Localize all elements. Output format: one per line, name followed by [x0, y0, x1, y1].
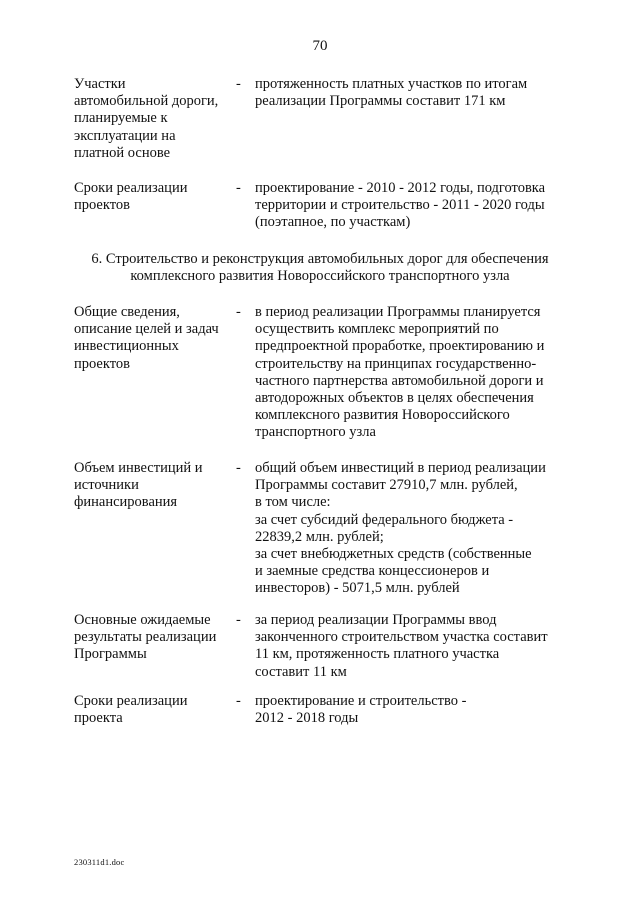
label-line: Участки [74, 76, 126, 92]
row-label [74, 612, 234, 664]
content-line: проектирование - 2010 - 2012 годы, подготовка [255, 180, 546, 196]
row-content [255, 693, 575, 727]
label-line: проектов [74, 355, 130, 372]
row-content [255, 612, 575, 681]
heading-line: 6. Строительство и реконструкция автомобильных дорог для обеспечения [91, 251, 549, 267]
row-label [74, 304, 234, 373]
content-line: за счет внебюджетных средств (собственные [255, 546, 532, 563]
content-line: общий объем инвестиций в период реализации [255, 460, 546, 476]
content-line: транспортного узла [255, 424, 376, 441]
heading-line: комплексного развития Новороссийского транспортного узла [130, 268, 510, 285]
row-label [74, 180, 234, 214]
label-line: Объем инвестиций и [74, 460, 203, 476]
label-line: Программы [74, 646, 147, 663]
section-heading [60, 251, 580, 285]
content-line: проектирование и строительство - [255, 693, 467, 709]
label-line: описание целей и задач [74, 321, 219, 338]
row-content [255, 304, 575, 442]
content-line: территории и строительство - 2011 - 2020 годы [255, 197, 545, 214]
label-line: Сроки реализации [74, 693, 188, 709]
content-line: (поэтапное, по участкам) [255, 214, 411, 231]
content-line: законченного строительством участка составит [255, 629, 548, 646]
content-line: 2012 - 2018 годы [255, 710, 359, 727]
row-label [74, 76, 234, 162]
label-line: автомобильной дороги, [74, 93, 219, 110]
label-line: Сроки реализации [74, 180, 188, 196]
row-content [255, 76, 575, 110]
row-dash: - [236, 693, 241, 709]
content-line: 22839,2 млн. рублей; [255, 528, 384, 545]
footer-file-code: 230311d1.doc [74, 857, 125, 867]
content-line: комплексного развития Новороссийского [255, 407, 510, 424]
row-label [74, 460, 234, 512]
label-line: результаты реализации [74, 629, 217, 646]
label-line: Общие сведения, [74, 304, 180, 320]
label-line: эксплуатации на [74, 127, 176, 144]
label-line: планируемые к [74, 110, 168, 127]
content-line: инвесторов) - 5071,5 млн. рублей [255, 580, 460, 597]
content-line: строительству на принципах государственно- [255, 355, 537, 372]
row-content [255, 180, 575, 232]
content-line: в период реализации Программы планируется [255, 304, 541, 320]
label-line: проектов [74, 197, 130, 214]
content-line: автодорожных объектов в целях обеспечения [255, 390, 534, 407]
label-line: проекта [74, 710, 123, 727]
content-line: протяженность платных участков по итогам [255, 76, 528, 92]
content-line: и заемные средства концессионеров и [255, 563, 490, 580]
row-dash: - [236, 180, 241, 196]
content-line: предпроектной проработке, проектированию и [255, 338, 545, 355]
label-line: инвестиционных [74, 338, 179, 355]
content-line: за счет субсидий федерального бюджета - [255, 511, 514, 528]
content-line: осуществить комплекс мероприятий по [255, 321, 499, 338]
content-line: за период реализации Программы ввод [255, 612, 497, 628]
row-dash: - [236, 76, 241, 92]
row-dash: - [236, 612, 241, 628]
content-line: частного партнерства автомобильной дороги и [255, 372, 544, 389]
content-line: Программы составит 27910,7 млн. рублей, [255, 477, 518, 494]
content-line: реализации Программы составит 171 км [255, 93, 506, 110]
label-line: финансирования [74, 494, 178, 511]
content-line: 11 км, протяженность платного участка [255, 646, 500, 663]
row-dash: - [236, 304, 241, 320]
label-line: Основные ожидаемые [74, 612, 211, 628]
page-number: 70 [312, 38, 328, 54]
label-line: платной основе [74, 144, 171, 161]
row-label [74, 693, 234, 727]
content-line: составит 11 км [255, 663, 347, 680]
row-content [255, 460, 575, 598]
label-line: источники [74, 477, 139, 494]
content-line: в том числе: [255, 494, 331, 511]
row-dash: - [236, 460, 241, 476]
